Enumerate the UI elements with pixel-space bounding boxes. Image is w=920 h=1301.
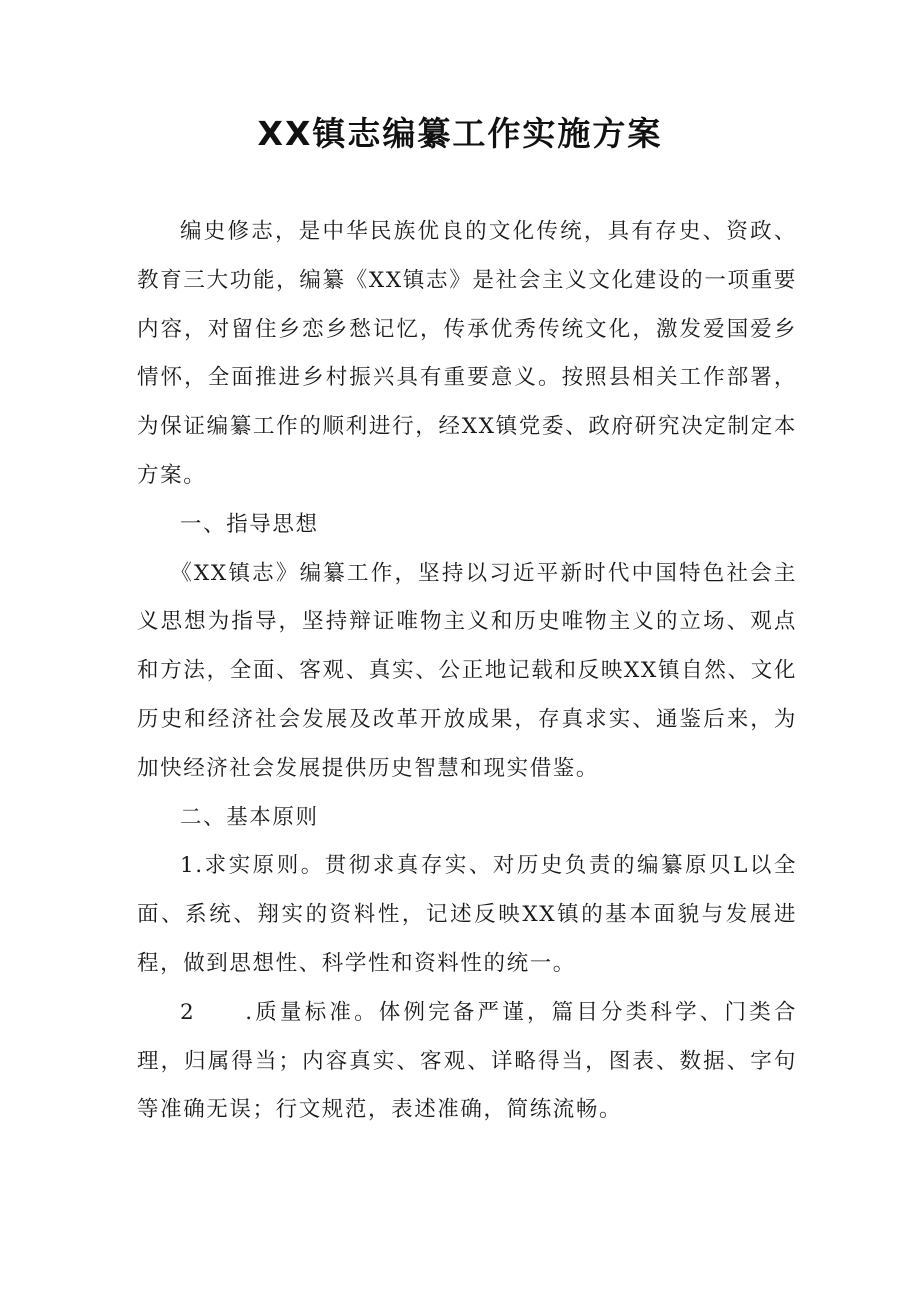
guiding-ideology-paragraph: 《XX镇志》编纂工作，坚持以习近平新时代中国特色社会主义思想为指导，坚持辩证唯物主义和历史唯物主义的立场、观点和方法，全面、客观、真实、公正地记载和反映XX镇自然、文化历史和经济社会发展及改革开放成果，存真求实、通鉴后来，为加快经济社会发展提供历史智慧和现实借鉴。 bbox=[137, 560, 797, 781]
principle-2-text: .质量标准。体例完备严谨，篇目分类科学、门类合理，归属得当；内容真实、客观、详略得当，图表、数据、字句等准确无误；行文规范，表述准确，简练流畅。 bbox=[137, 999, 797, 1123]
intro-paragraph: 编史修志，是中华民族优良的文化传统，具有存史、资政、教育三大功能，编纂《XX镇志》是社会主义文化建设的一项重要内容，对留住乡恋乡愁记忆，传承优秀传统文化，激发爱国爱乡情怀，全面推进乡村振兴具有重要意义。按照县相关工作部署，为保证编纂工作的顺利进行，经XX镇党委、政府研究决定制定本方案。 bbox=[137, 219, 797, 488]
principle-1-paragraph: 1.求实原则。贯彻求真存实、对历史负责的编纂原贝L以全面、系统、翔实的资料性，记述反映XX镇的基本面貌与发展进程，做到思想性、科学性和资料性的统一。 bbox=[137, 853, 797, 976]
document-body bbox=[137, 208, 797, 1135]
section-heading-guiding-ideology: 一、指导思想 bbox=[180, 511, 319, 537]
principle-2-paragraph bbox=[137, 989, 797, 1135]
principle-2-number: 2 bbox=[180, 999, 196, 1025]
document-title: XX镇志编纂工作实施方案 bbox=[257, 114, 663, 153]
section-heading-basic-principles: 二、基本原则 bbox=[180, 804, 319, 830]
